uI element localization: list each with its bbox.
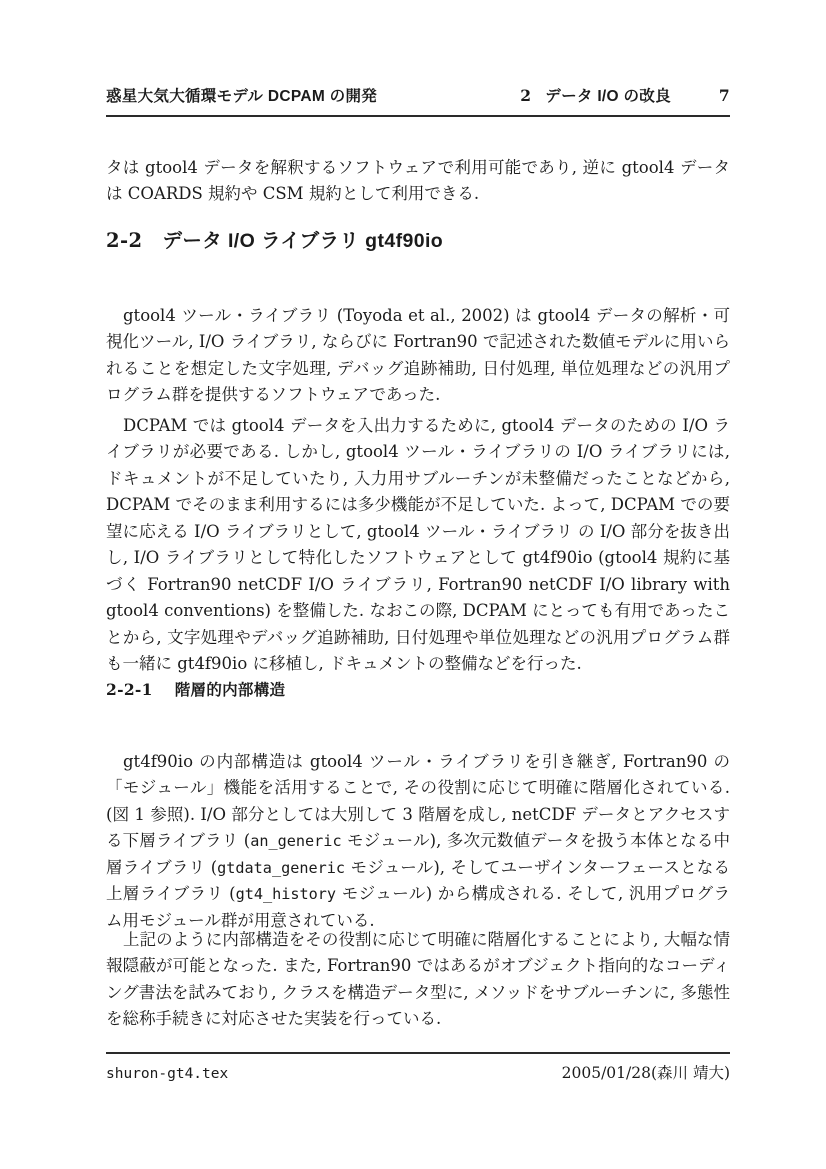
running-head-section-title: データ I/O の改良 bbox=[545, 88, 671, 105]
document-title: 惑星大気大循環モデル DCPAM の開発 bbox=[106, 88, 378, 105]
footer-date-author: 2005/01/28(森川 靖大) bbox=[561, 1064, 730, 1082]
running-head-section-number: 2 bbox=[520, 86, 532, 105]
section-heading bbox=[106, 225, 730, 253]
subsection-heading bbox=[106, 678, 730, 700]
section-number: 2-2 bbox=[106, 229, 143, 252]
page-footer bbox=[106, 1052, 730, 1083]
page-number: 7 bbox=[718, 86, 730, 105]
section-title: データ I/O ライブラリ gt4f90io bbox=[162, 230, 444, 252]
paragraph-internal-structure: gt4f90io の内部構造は gtool4 ツール・ライブラリを引き継ぎ, Fortran90 の「モジュール」機能を活用することで, その役割に応じて明確に階層化されている. (図 1 参照). I/O 部分としては大別して 3 階層を成し, netCDF データとアクセスする下層ライブラリ (an_generic モジュール), 多次元数値データを扱う本体となる中層ライブラリ (gtdata_generic モジュール), そしてユーザインターフェースとなる上層ライブラリ (gt4_history モジュール) から構成される. そして, 汎用プログラム用モジュール群が用意されている. bbox=[106, 751, 730, 930]
paragraph-gt4f90io-development: DCPAM では gtool4 データを入出力するために, gtool4 データのための I/O ライブラリが必要である. しかし, gtool4 ツール・ライブラリの I/O ライブラリには, ドキュメントが不足していたり, 入力用サブルーチンが未整備だったことなどから, DCPAM でそのまま利用するには多少機能が不足していた. よって, DCPAM での要望に応える I/O ライブラリとして, gtool4 ツール・ライブラリ の I/O 部分を抜き出し, I/O ライブラリとして特化したソフトウェアとして gt4f90io (gtool4 規約に基づく Fortran90 netCDF I/O ライブラリ, Fortran90 netCDF I/O library with gtool4 conventions) を整備した. なおこの際, DCPAM にとっても有用であったことから, 文字処理やデバッグ追跡補助, 日付処理や単位処理などの汎用プログラム群も一緒に gt4f90io に移植し, ドキュメントの整備などを行った. bbox=[106, 415, 730, 673]
paragraph-continuation: タは gtool4 データを解釈するソフトウェアで利用可能であり, 逆に gtool4 データは COARDS 規約や CSM 規約として利用できる. bbox=[106, 157, 730, 203]
footer-filename: shuron-gt4.tex bbox=[106, 1066, 229, 1082]
subsection-title: 階層的内部構造 bbox=[174, 682, 286, 699]
paragraph-information-hiding: 上記のように内部構造をその役割に応じて明確に階層化することにより, 大幅な情報隠蔽が可能となった. また, Fortran90 ではあるがオブジェクト指向的なコーディング書法を試みており, クラスを構造データ型に, メソッドをサブルーチンに, 多態性を総称手続きに対応させた実装を行っている. bbox=[106, 929, 730, 1028]
running-head-section bbox=[520, 84, 671, 106]
paragraph-gtool4-overview: gtool4 ツール・ライブラリ (Toyoda et al., 2002) は gtool4 データの解析・可視化ツール, I/O ライブラリ, ならびに Fortran90 で記述された数値モデルに用いられることを想定した文字処理, デバッグ追跡補助, 日付処理, 単位処理などの汎用プログラム群を提供するソフトウェアであった. bbox=[106, 305, 730, 404]
running-head bbox=[106, 84, 730, 117]
subsection-number: 2-2-1 bbox=[106, 680, 153, 699]
